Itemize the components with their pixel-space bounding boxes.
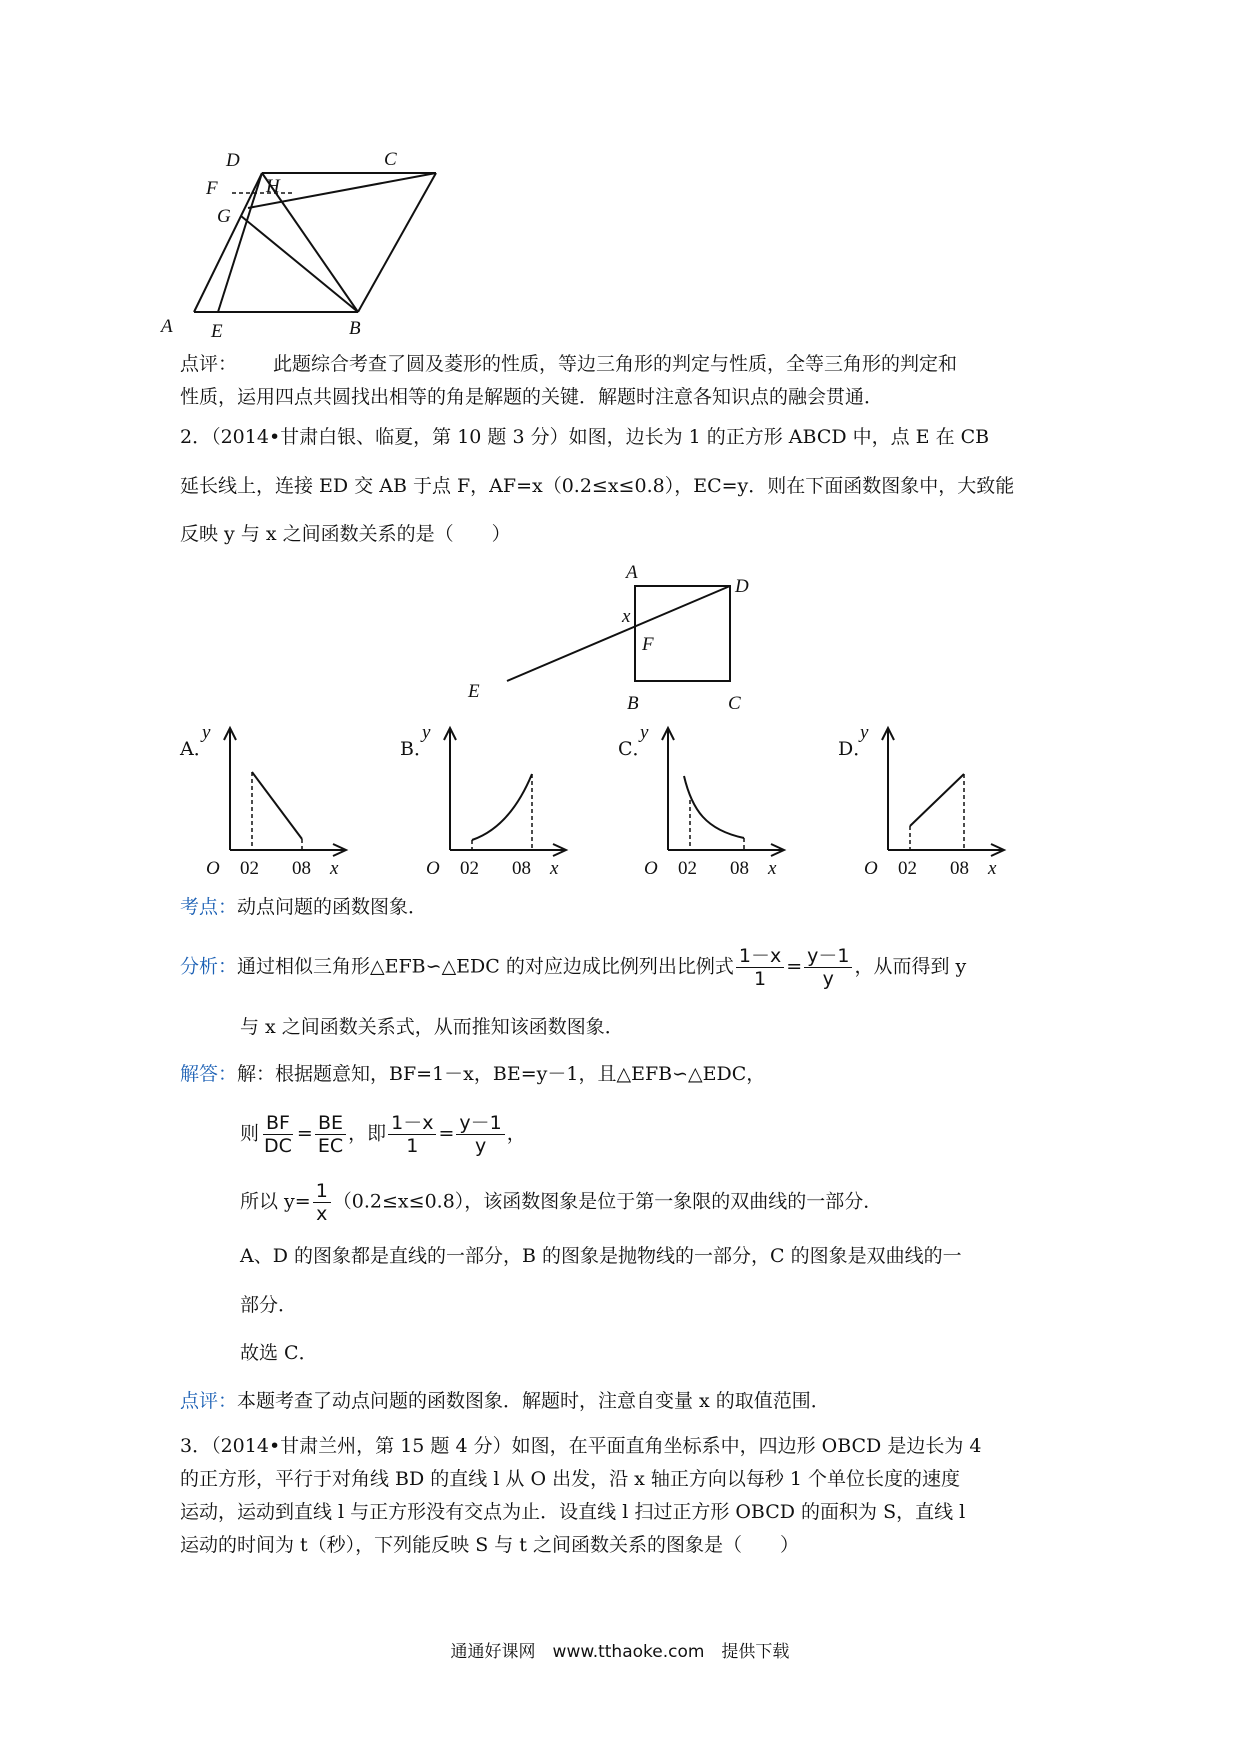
tick-label: 08: [292, 858, 311, 879]
option-label: C．: [618, 738, 652, 760]
fenxi: 分析：通过相似三角形△EFB∽△EDC 的对应边成比例列出比例式 $\frac{1-x}{1}$ = $\frac{y-1}{y}$ ，从而得到 y: [180, 945, 967, 990]
footer: 通通好课网 www.tthaoke.com 提供下载: [450, 1642, 790, 1662]
label-D2: D: [735, 576, 749, 597]
origin-label: O: [644, 858, 658, 879]
axis-label-x: x: [768, 858, 777, 879]
origin-label: O: [426, 858, 440, 879]
option-graph: [640, 722, 808, 882]
review2: 点评：本题考查了动点问题的函数图象．解题时，注意自变量 x 的取值范围．: [180, 1390, 830, 1412]
label-F2: F: [642, 634, 654, 655]
fraction: $\frac{y-1}{y}$: [804, 945, 852, 990]
fraction: $\frac{BE}{EC}$: [315, 1112, 346, 1157]
tick-label: 08: [950, 858, 969, 879]
q2-line1: 2．（2014•甘肃白银、临夏，第 10 题 3 分）如图，边长为 1 的正方形 ABCD 中，点 E 在 CB: [180, 426, 990, 448]
label-H: H: [266, 176, 280, 197]
label-E2: E: [468, 681, 480, 702]
fraction: $\frac{1-x}{1}$: [388, 1112, 436, 1157]
tick-label: 08: [730, 858, 749, 879]
jieda-line5: 部分．: [240, 1294, 298, 1316]
jieda-line4: A、D 的图象都是直线的一部分，B 的图象是抛物线的一部分，C 的图象是双曲线的一: [240, 1245, 962, 1267]
option-label: B．: [400, 738, 433, 760]
review1-line1: 点评： 此题综合考查了圆及菱形的性质，等边三角形的判定与性质，全等三角形的判定和: [180, 353, 958, 375]
tick-label: 02: [898, 858, 917, 879]
jieda-line1: 解答：解：根据题意知，BF=1－x，BE=y－1，且△EFB∽△EDC，: [180, 1063, 766, 1085]
q3-line4: 运动的时间为 t（秒），下列能反映 S 与 t 之间函数关系的图象是（ ）: [180, 1534, 799, 1556]
jieda-label: 解答：: [180, 1063, 238, 1085]
option-graph: [422, 722, 590, 882]
q2-line3: 反映 y 与 x 之间函数关系的是（ ）: [180, 523, 511, 545]
kaodian: 考点：动点问题的函数图象．: [180, 896, 428, 918]
review1-line2: 性质，运用四点共圆找出相等的角是解题的关键．解题时注意各知识点的融会贯通．: [180, 386, 884, 408]
option-graph: [860, 722, 1028, 882]
axis-label-x: x: [330, 858, 339, 879]
graph-curve: [684, 776, 744, 838]
option-graph: [202, 722, 370, 882]
label-E: E: [211, 321, 223, 342]
axis-label-y: y: [640, 722, 649, 743]
label-C2: C: [728, 693, 741, 714]
tick-label: 02: [460, 858, 479, 879]
origin-label: O: [864, 858, 878, 879]
option-label: A．: [180, 738, 213, 760]
fenxi-label: 分析：: [180, 955, 238, 978]
review1-label: 点评：: [180, 353, 238, 375]
q2-line2: 延长线上，连接 ED 交 AB 于点 F，AF=x（0.2≤x≤0.8），EC=y．则在下面函数图象中，大致能: [180, 475, 1015, 497]
tick-label: 02: [678, 858, 697, 879]
jieda-line2: 则 $\frac{BF}{DC}$ = $\frac{BE}{EC}$ ，即 $\frac{1-x}{1}$ = $\frac{y-1}{y}$ ，: [240, 1112, 526, 1157]
jieda-line6: 故选 C．: [240, 1342, 318, 1364]
option-label: D．: [838, 738, 873, 760]
fraction: $\frac{1}{x}$: [313, 1180, 331, 1225]
figure-rhombus: [161, 149, 460, 342]
tick-label: 02: [240, 858, 259, 879]
axis-label-y: y: [422, 722, 431, 743]
axis-label-x: x: [988, 858, 997, 879]
axis-label-y: y: [860, 722, 869, 743]
tick-label: 08: [512, 858, 531, 879]
fenxi-line2: 与 x 之间函数关系式，从而推知该函数图象．: [240, 1016, 624, 1038]
label-D: D: [226, 150, 240, 171]
graph-curve: [252, 772, 302, 839]
fraction: $\frac{BF}{DC}$: [264, 1112, 292, 1157]
label-x2: x: [622, 606, 631, 627]
jieda-line3: 所以 y= $\frac{1}{x}$ （0.2≤x≤0.8），该函数图象是位于第一象限的双曲线的一部分．: [240, 1180, 883, 1225]
label-A: A: [161, 316, 173, 337]
label-B2: B: [627, 693, 639, 714]
label-F: F: [206, 178, 218, 199]
graph-curve: [472, 774, 532, 840]
kaodian-label: 考点：: [180, 896, 238, 918]
origin-label: O: [206, 858, 220, 879]
review2-label: 点评：: [180, 1390, 238, 1412]
q3-line1: 3．（2014•甘肃兰州，第 15 题 4 分）如图，在平面直角坐标系中，四边形 OBCD 是边长为 4: [180, 1435, 982, 1457]
label-B: B: [349, 318, 361, 339]
q3-line3: 运动，运动到直线 l 与正方形没有交点为止．设直线 l 扫过正方形 OBCD 的面积为 S，直线 l: [180, 1501, 966, 1523]
label-A2: A: [626, 562, 638, 583]
fraction: $\frac{1-x}{1}$: [736, 945, 784, 990]
q3-line2: 的正方形，平行于对角线 BD 的直线 l 从 O 出发，沿 x 轴正方向以每秒 1 个单位长度的速度: [180, 1468, 961, 1490]
axis-label-x: x: [550, 858, 559, 879]
figure-square: [470, 560, 770, 720]
graph-curve: [910, 774, 964, 826]
fraction: $\frac{y-1}{y}$: [456, 1112, 504, 1157]
label-C: C: [384, 149, 397, 170]
axis-label-y: y: [202, 722, 211, 743]
label-G: G: [217, 206, 231, 227]
